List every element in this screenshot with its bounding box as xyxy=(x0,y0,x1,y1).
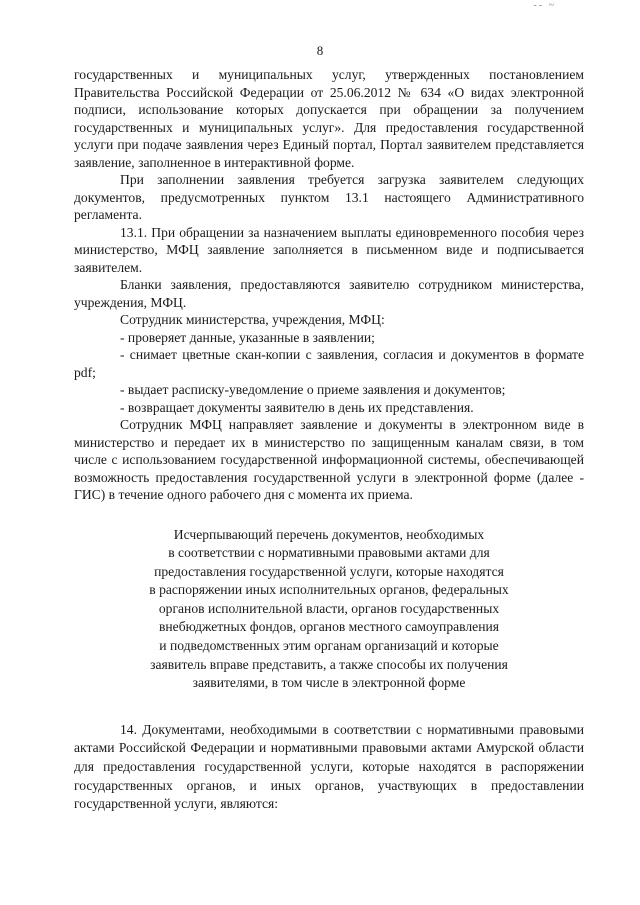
heading-line: Исчерпывающий перечень документов, необходимых xyxy=(173,526,485,542)
heading-line: заявитель вправе представить, а также способы их получения xyxy=(150,656,508,672)
paragraph-14: 14. Документами, необходимыми в соответствии с нормативными правовыми актами Российской Федерации и нормативными правовыми актами Амурской области для предоставления государственной услуги, которые находятся в распоряжении государственных органов, и иных органов, участвующих в предоставлении государственной услуги, являются: xyxy=(74,721,584,812)
list-item-scan-copies: - снимает цветные скан-копии с заявления, согласия и документов в формате pdf; xyxy=(74,347,584,380)
list-item-issue-receipt: - выдает расписку-уведомление о приеме заявления и документов; xyxy=(120,382,506,397)
heading-line: предоставления государственной услуги, которые находятся xyxy=(154,563,504,579)
paragraph-13-1: 13.1. При обращении за назначением выплаты единовременного пособия через министерство, МФЦ заявление заполняется в письменном виде и подписывается заявителем. xyxy=(74,224,584,275)
paragraph-upload-documents: При заполнении заявления требуется загрузка заявителем следующих документов, предусмотренных пунктом 13.1 настоящего Административного регламента. xyxy=(74,172,584,222)
list-item-return-documents: - возвращает документы заявителю в день их представления. xyxy=(120,399,474,415)
document-body xyxy=(74,66,584,814)
heading-line: и подведомственных этим органам организаций и которые xyxy=(159,638,499,654)
paragraph-blank-forms: Бланки заявления, предоставляются заявителю сотрудником министерства, учреждения, МФЦ. xyxy=(74,277,584,310)
list-item-check-data: - проверяет данные, указанные в заявлении; xyxy=(120,329,375,345)
heading-line: заявителями, в том числе в электронной форме xyxy=(192,675,466,691)
heading-line: органов исполнительной власти, органов государственных xyxy=(158,600,500,616)
heading-line: в распоряжении иных исполнительных органов, федеральных xyxy=(149,582,509,598)
page-number: 8 xyxy=(316,43,324,58)
heading-line: в соответствии с нормативными правовыми актами для xyxy=(168,545,490,561)
paragraph-continuation: государственных и муниципальных услуг, утвержденных постановлением Правительства Российской Федерации от 25.06.2012 № 634 «О видах электронной подписи, использование которых допускается при обращении за получением государственных и муниципальных услуг». Для предоставления государственной услуги при подаче заявления через Единый портал, Портал заявителем представляется заявление, заполненное в интерактивной форме. xyxy=(74,67,584,170)
paragraph-staff-duties: Сотрудник министерства, учреждения, МФЦ: xyxy=(120,312,385,327)
paragraph-mfc-transfer: Сотрудник МФЦ направляет заявление и документы в электронном виде в министерство и передает их в министерство по защищенным каналам связи, в том числе с использованием государственной информационной системы, обеспечивающей возможность предоставления государственной услуги в электронной форме (далее - ГИС) в течение одного рабочего дня с момента их приема. xyxy=(74,417,584,502)
heading-line: внебюджетных фондов, органов местного самоуправления xyxy=(158,619,500,635)
corner-mark: -- ~ xyxy=(533,0,556,11)
section-heading xyxy=(74,526,584,693)
